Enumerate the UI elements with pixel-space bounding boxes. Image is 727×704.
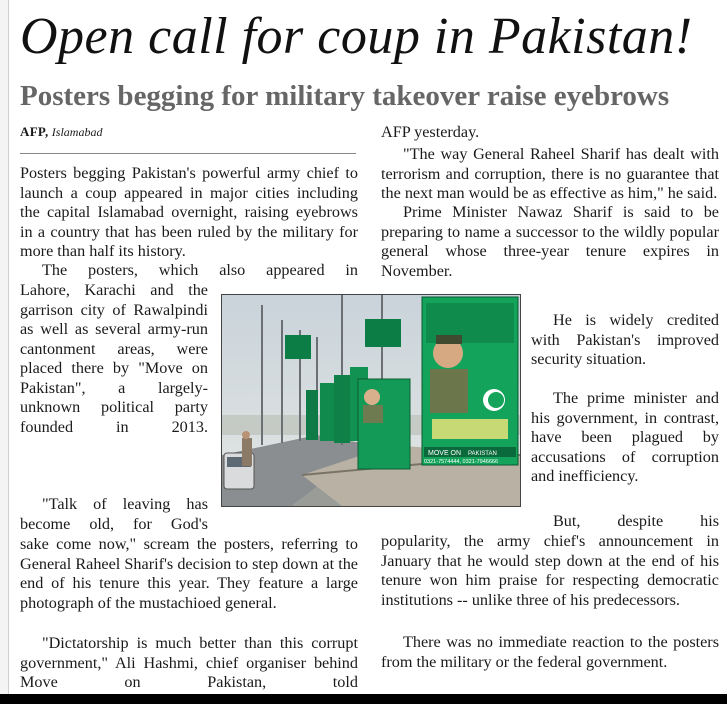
col2-paragraph-1: "The way General Raheel Sharif has dealt with terrorism and corruption, there is no guarantee that the next man would be as effective as him," he said. (381, 145, 719, 202)
col2-paragraph-4-wrap: The prime minister and his government, in contrast, have been plagued by accusations of corruption and inefficiency. (531, 389, 719, 485)
byline-agency: AFP, (20, 124, 49, 139)
byline-divider (20, 153, 356, 154)
col1-paragraph-1: Posters begging Pakistan's powerful army chief to launch a coup appeared in major cities including the capital Islamabad overnight, raising eyebrows in a country that has been ruled by the military for more than half its history. (20, 164, 358, 260)
col1-paragraph-4: "Dictatorship is much better than this corrupt government," Ali Hashmi, chief organiser behind Move on Pakistan, told (20, 634, 358, 691)
col1-paragraph-3-rest: sake come now," scream the posters, referring to General Raheel Sharif's decision to step down at the end of his tenure this year. They feature a large photograph of the mustachioed general. (20, 535, 358, 612)
col1-paragraph-2-wrap: Lahore, Karachi and the garrison city of Rawalpindi as well as several army-run cantonment areas, were placed there by "Move on Pakistan", a largely-unknown political party founded in 2013. (20, 281, 208, 436)
byline (20, 124, 102, 140)
col2-paragraph-6: There was no immediate reaction to the posters from the military or the federal government. (381, 633, 719, 671)
page-left-margin (0, 0, 9, 694)
poster-country-label: PAKISTAN (468, 451, 497, 457)
col1-paragraph-2-top: The posters, which also appeared in (42, 261, 358, 279)
subheadline: Posters begging for military takeover raise eyebrows (20, 80, 670, 112)
col2-paragraph-3-wrap: He is widely credited with Pakistan's improved security situation. (531, 311, 719, 368)
headline: Open call for coup in Pakistan! (20, 8, 693, 65)
poster-phone-label: 0321-7574444, 0321-7946666 (424, 459, 499, 465)
col2-paragraph-2: Prime Minister Nawaz Sharif is said to be preparing to name a successor to the wildly popular general whose three-year tenure expires in November. (381, 203, 719, 280)
col1-paragraph-3-wrap: "Talk of leaving has become old, for God's (20, 495, 208, 533)
page-bottom-bar (0, 694, 727, 704)
col2-paragraph-5-wrap: But, despite his (553, 512, 719, 530)
news-photo (221, 294, 521, 507)
col2-paragraph-0: AFP yesterday. (381, 123, 480, 141)
byline-location: Islamabad (51, 125, 103, 139)
col2-paragraph-5-rest: popularity, the army chief's announcement in January that he would step down at the end of his tenure won him praise for respecting democratic institutions -- unlike three of his predecessors. (381, 532, 719, 609)
poster-party-label: MOVE ON (428, 450, 462, 457)
